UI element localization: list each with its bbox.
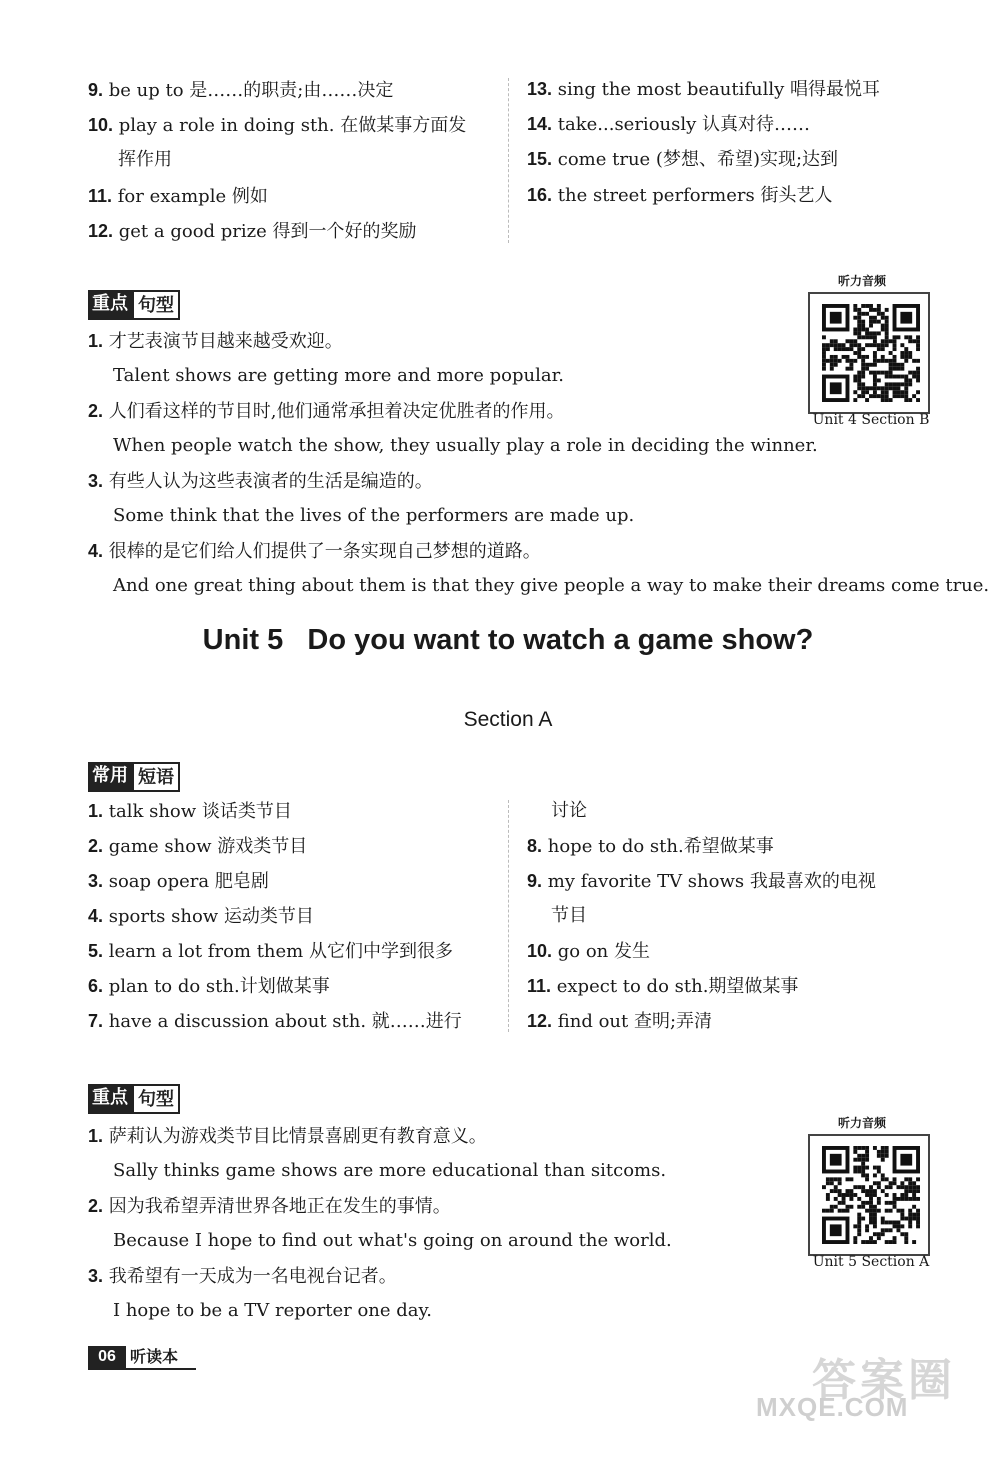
sentence-en: I hope to be a TV reporter one day. xyxy=(113,1300,433,1321)
phrase-item: 1. talk show 谈话类节目 xyxy=(88,801,292,822)
qr-header: 听力音频 xyxy=(838,274,887,288)
sentence-cn: 1. 才艺表演节目越来越受欢迎。 xyxy=(88,331,343,352)
footer-rule xyxy=(88,1368,196,1370)
sentence-en: Some think that the lives of the performers are made up. xyxy=(113,505,635,526)
qr-audio-box[interactable] xyxy=(808,272,934,434)
page-number: 06 xyxy=(88,1346,126,1368)
phrase-item: 3. soap opera 肥皂剧 xyxy=(88,871,269,892)
phrase-item: 14. take...seriously 认真对待…… xyxy=(527,114,811,135)
column-divider xyxy=(508,78,509,243)
phrase-item: 7. have a discussion about sth. 就……进行 xyxy=(88,1011,462,1032)
phrase-item: 2. game show 游戏类节目 xyxy=(88,836,308,857)
qr-caption: Unit 4 Section B xyxy=(812,412,930,428)
key-sentences-label: 重点 句型 xyxy=(88,290,180,320)
watermark-url: MXQE.COM xyxy=(756,1392,909,1422)
phrase-item: 11. expect to do sth.期望做某事 xyxy=(527,976,799,997)
section-title: Section A xyxy=(463,708,553,731)
phrase-item: 9. my favorite TV shows 我最喜欢的电视 xyxy=(527,871,876,892)
unit-title: Unit 5 Do you want to watch a game show? xyxy=(202,624,814,656)
qr-code-icon[interactable] xyxy=(822,1146,920,1244)
qr-audio-box[interactable] xyxy=(808,1114,934,1276)
common-phrases-label: 常用 短语 xyxy=(88,762,180,792)
phrase-item: 12. find out 查明;弄清 xyxy=(527,1011,713,1032)
phrase-item: 10. play a role in doing sth. 在做某事方面发 xyxy=(88,115,467,136)
phrase-item: 8. hope to do sth.希望做某事 xyxy=(527,836,774,857)
sentence-cn: 3. 我希望有一天成为一名电视台记者。 xyxy=(88,1266,397,1287)
phrase-item: 6. plan to do sth.计划做某事 xyxy=(88,976,330,997)
sentence-en: Talent shows are getting more and more popular. xyxy=(113,365,564,386)
phrase-item-continued: 节目 xyxy=(551,905,587,926)
phrase-item: 4. sports show 运动类节目 xyxy=(88,906,314,927)
sentence-en: And one great thing about them is that they give people a way to make their dreams come true. xyxy=(113,575,990,596)
sentence-cn: 3. 有些人认为这些表演者的生活是编造的。 xyxy=(88,471,433,492)
phrase-item: 15. come true (梦想、希望)实现;达到 xyxy=(527,149,839,170)
sentence-en: Sally thinks game shows are more educational than sitcoms. xyxy=(113,1160,667,1181)
column-divider xyxy=(508,800,509,1032)
sentence-en: Because I hope to find out what's going on around the world. xyxy=(113,1230,672,1251)
phrase-item: 16. the street performers 街头艺人 xyxy=(527,185,833,206)
sentence-cn: 1. 萨莉认为游戏类节目比情景喜剧更有教育意义。 xyxy=(88,1126,487,1147)
key-sentences-label: 重点 句型 xyxy=(88,1084,180,1114)
qr-code-icon[interactable] xyxy=(822,304,920,402)
phrase-item: 5. learn a lot from them 从它们中学到很多 xyxy=(88,941,453,962)
sentence-cn: 4. 很棒的是它们给人们提供了一条实现自己梦想的道路。 xyxy=(88,541,541,562)
qr-caption: Unit 5 Section A xyxy=(812,1254,930,1270)
qr-header: 听力音频 xyxy=(838,1116,887,1130)
phrase-item: 9. be up to 是……的职责;由……决定 xyxy=(88,80,394,101)
phrase-item: 13. sing the most beautifully 唱得最悦耳 xyxy=(527,79,881,100)
phrase-item: 11. for example 例如 xyxy=(88,186,268,207)
phrase-item: 10. go on 发生 xyxy=(527,941,650,962)
sentence-cn: 2. 人们看这样的节目时,他们通常承担着决定优胜者的作用。 xyxy=(88,401,565,422)
book-name: 听读本 xyxy=(130,1347,179,1366)
phrase-item: 12. get a good prize 得到一个好的奖励 xyxy=(88,221,417,242)
phrase-item-continued: 挥作用 xyxy=(118,149,172,170)
phrase-item-continued: 讨论 xyxy=(551,800,587,821)
sentence-en: When people watch the show, they usually play a role in deciding the winner. xyxy=(113,435,818,456)
sentence-cn: 2. 因为我希望弄清世界各地正在发生的事情。 xyxy=(88,1196,451,1217)
watermark-logo: 答案圈 xyxy=(812,1355,956,1406)
